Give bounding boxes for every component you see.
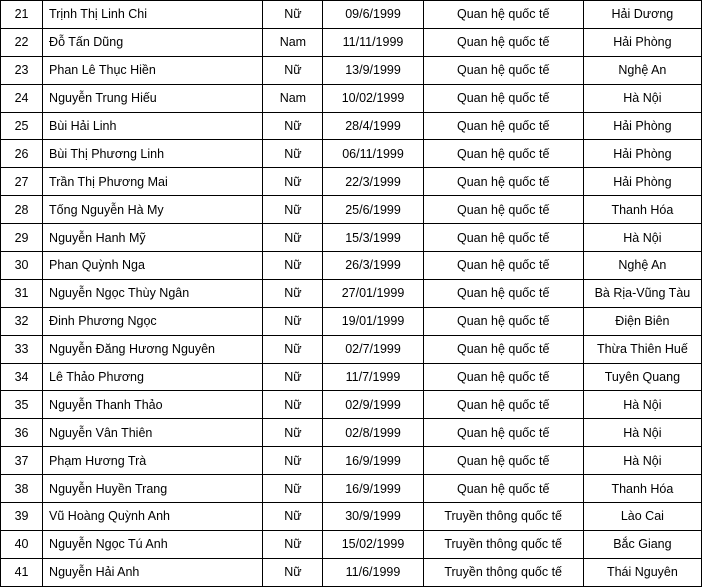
cell-sex: Nữ: [263, 335, 323, 363]
table-row: [1, 391, 702, 419]
cell-major: Quan hệ quốc tế: [423, 28, 583, 56]
cell-dob: 15/02/1999: [323, 530, 423, 558]
cell-stt: 38: [1, 475, 43, 503]
cell-stt: 37: [1, 447, 43, 475]
cell-dob: 30/9/1999: [323, 503, 423, 531]
cell-stt: 28: [1, 196, 43, 224]
cell-major: Quan hệ quốc tế: [423, 140, 583, 168]
cell-dob: 13/9/1999: [323, 56, 423, 84]
cell-name: Bùi Thị Phương Linh: [43, 140, 263, 168]
table-row: [1, 224, 702, 252]
cell-home: Thái Nguyên: [583, 558, 701, 586]
cell-major: Truyền thông quốc tế: [423, 503, 583, 531]
cell-stt: 34: [1, 363, 43, 391]
cell-major: Quan hệ quốc tế: [423, 279, 583, 307]
cell-name: Đinh Phương Ngọc: [43, 307, 263, 335]
cell-dob: 11/11/1999: [323, 28, 423, 56]
cell-dob: 09/6/1999: [323, 1, 423, 29]
cell-name: Lê Thảo Phương: [43, 363, 263, 391]
table-row: [1, 447, 702, 475]
cell-major: Quan hệ quốc tế: [423, 56, 583, 84]
cell-major: Quan hệ quốc tế: [423, 252, 583, 280]
cell-sex: Nữ: [263, 558, 323, 586]
table-row: [1, 196, 702, 224]
cell-stt: 24: [1, 84, 43, 112]
cell-stt: 35: [1, 391, 43, 419]
cell-sex: Nam: [263, 84, 323, 112]
cell-stt: 21: [1, 1, 43, 29]
cell-home: Thừa Thiên Huế: [583, 335, 701, 363]
cell-stt: 30: [1, 252, 43, 280]
table-row: [1, 56, 702, 84]
cell-sex: Nữ: [263, 475, 323, 503]
cell-stt: 22: [1, 28, 43, 56]
cell-sex: Nữ: [263, 140, 323, 168]
cell-stt: 25: [1, 112, 43, 140]
cell-major: Quan hệ quốc tế: [423, 391, 583, 419]
cell-sex: Nữ: [263, 503, 323, 531]
cell-dob: 11/7/1999: [323, 363, 423, 391]
cell-stt: 29: [1, 224, 43, 252]
cell-home: Hà Nội: [583, 419, 701, 447]
cell-sex: Nữ: [263, 419, 323, 447]
cell-home: Hải Dương: [583, 1, 701, 29]
cell-sex: Nữ: [263, 363, 323, 391]
table-body: [1, 1, 702, 587]
table-row: [1, 503, 702, 531]
cell-home: Hà Nội: [583, 224, 701, 252]
cell-name: Phạm Hương Trà: [43, 447, 263, 475]
cell-stt: 33: [1, 335, 43, 363]
cell-major: Quan hệ quốc tế: [423, 475, 583, 503]
cell-stt: 32: [1, 307, 43, 335]
cell-name: Nguyễn Hanh Mỹ: [43, 224, 263, 252]
cell-home: Bà Rịa-Vũng Tàu: [583, 279, 701, 307]
cell-name: Trịnh Thị Linh Chi: [43, 1, 263, 29]
cell-home: Hải Phòng: [583, 28, 701, 56]
table-row: [1, 28, 702, 56]
table-row: [1, 112, 702, 140]
cell-major: Quan hệ quốc tế: [423, 224, 583, 252]
table-row: [1, 84, 702, 112]
cell-major: Quan hệ quốc tế: [423, 84, 583, 112]
cell-stt: 27: [1, 168, 43, 196]
cell-home: Hà Nội: [583, 84, 701, 112]
table-row: [1, 530, 702, 558]
cell-home: Điện Biên: [583, 307, 701, 335]
cell-sex: Nữ: [263, 307, 323, 335]
cell-dob: 28/4/1999: [323, 112, 423, 140]
cell-sex: Nữ: [263, 447, 323, 475]
cell-sex: Nữ: [263, 252, 323, 280]
cell-dob: 02/9/1999: [323, 391, 423, 419]
cell-sex: Nữ: [263, 391, 323, 419]
table-row: [1, 307, 702, 335]
cell-home: Nghệ An: [583, 252, 701, 280]
cell-stt: 23: [1, 56, 43, 84]
cell-dob: 25/6/1999: [323, 196, 423, 224]
cell-name: Nguyễn Ngọc Tú Anh: [43, 530, 263, 558]
cell-sex: Nữ: [263, 1, 323, 29]
table-row: [1, 335, 702, 363]
cell-name: Nguyễn Ngọc Thùy Ngân: [43, 279, 263, 307]
cell-name: Tống Nguyễn Hà My: [43, 196, 263, 224]
cell-major: Quan hệ quốc tế: [423, 196, 583, 224]
cell-name: Bùi Hải Linh: [43, 112, 263, 140]
cell-sex: Nữ: [263, 112, 323, 140]
cell-name: Đỗ Tấn Dũng: [43, 28, 263, 56]
cell-home: Lào Cai: [583, 503, 701, 531]
cell-name: Trần Thị Phương Mai: [43, 168, 263, 196]
table-row: [1, 363, 702, 391]
cell-name: Nguyễn Đăng Hương Nguyên: [43, 335, 263, 363]
cell-home: Hải Phòng: [583, 168, 701, 196]
cell-stt: 31: [1, 279, 43, 307]
cell-major: Quan hệ quốc tế: [423, 419, 583, 447]
cell-home: Thanh Hóa: [583, 475, 701, 503]
cell-sex: Nữ: [263, 168, 323, 196]
cell-name: Nguyễn Hải Anh: [43, 558, 263, 586]
cell-dob: 02/7/1999: [323, 335, 423, 363]
cell-stt: 26: [1, 140, 43, 168]
cell-name: Phan Quỳnh Nga: [43, 252, 263, 280]
cell-sex: Nữ: [263, 530, 323, 558]
table-row: [1, 140, 702, 168]
cell-sex: Nữ: [263, 224, 323, 252]
cell-dob: 06/11/1999: [323, 140, 423, 168]
cell-dob: 02/8/1999: [323, 419, 423, 447]
table-row: [1, 419, 702, 447]
cell-name: Nguyễn Trung Hiếu: [43, 84, 263, 112]
cell-name: Nguyễn Vân Thiên: [43, 419, 263, 447]
cell-major: Quan hệ quốc tế: [423, 447, 583, 475]
cell-dob: 11/6/1999: [323, 558, 423, 586]
cell-home: Tuyên Quang: [583, 363, 701, 391]
table-row: [1, 1, 702, 29]
cell-name: Vũ Hoàng Quỳnh Anh: [43, 503, 263, 531]
cell-dob: 27/01/1999: [323, 279, 423, 307]
cell-major: Quan hệ quốc tế: [423, 1, 583, 29]
table-row: [1, 168, 702, 196]
cell-name: Nguyễn Thanh Thảo: [43, 391, 263, 419]
cell-sex: Nữ: [263, 56, 323, 84]
cell-name: Phan Lê Thục Hiền: [43, 56, 263, 84]
cell-major: Quan hệ quốc tế: [423, 112, 583, 140]
cell-major: Quan hệ quốc tế: [423, 363, 583, 391]
cell-home: Bắc Giang: [583, 530, 701, 558]
cell-major: Quan hệ quốc tế: [423, 335, 583, 363]
cell-stt: 36: [1, 419, 43, 447]
cell-home: Nghệ An: [583, 56, 701, 84]
cell-dob: 16/9/1999: [323, 447, 423, 475]
cell-sex: Nam: [263, 28, 323, 56]
table-row: [1, 558, 702, 586]
cell-major: Truyền thông quốc tế: [423, 530, 583, 558]
cell-home: Hà Nội: [583, 391, 701, 419]
cell-home: Hải Phòng: [583, 140, 701, 168]
cell-stt: 39: [1, 503, 43, 531]
cell-dob: 15/3/1999: [323, 224, 423, 252]
cell-name: Nguyễn Huyền Trang: [43, 475, 263, 503]
cell-dob: 26/3/1999: [323, 252, 423, 280]
cell-dob: 16/9/1999: [323, 475, 423, 503]
cell-dob: 22/3/1999: [323, 168, 423, 196]
table-row: [1, 252, 702, 280]
cell-dob: 10/02/1999: [323, 84, 423, 112]
cell-sex: Nữ: [263, 196, 323, 224]
cell-stt: 40: [1, 530, 43, 558]
cell-dob: 19/01/1999: [323, 307, 423, 335]
cell-major: Quan hệ quốc tế: [423, 307, 583, 335]
cell-home: Thanh Hóa: [583, 196, 701, 224]
table-row: [1, 279, 702, 307]
cell-home: Hải Phòng: [583, 112, 701, 140]
cell-major: Quan hệ quốc tế: [423, 168, 583, 196]
table-row: [1, 475, 702, 503]
cell-stt: 41: [1, 558, 43, 586]
cell-sex: Nữ: [263, 279, 323, 307]
cell-home: Hà Nội: [583, 447, 701, 475]
cell-major: Truyền thông quốc tế: [423, 558, 583, 586]
